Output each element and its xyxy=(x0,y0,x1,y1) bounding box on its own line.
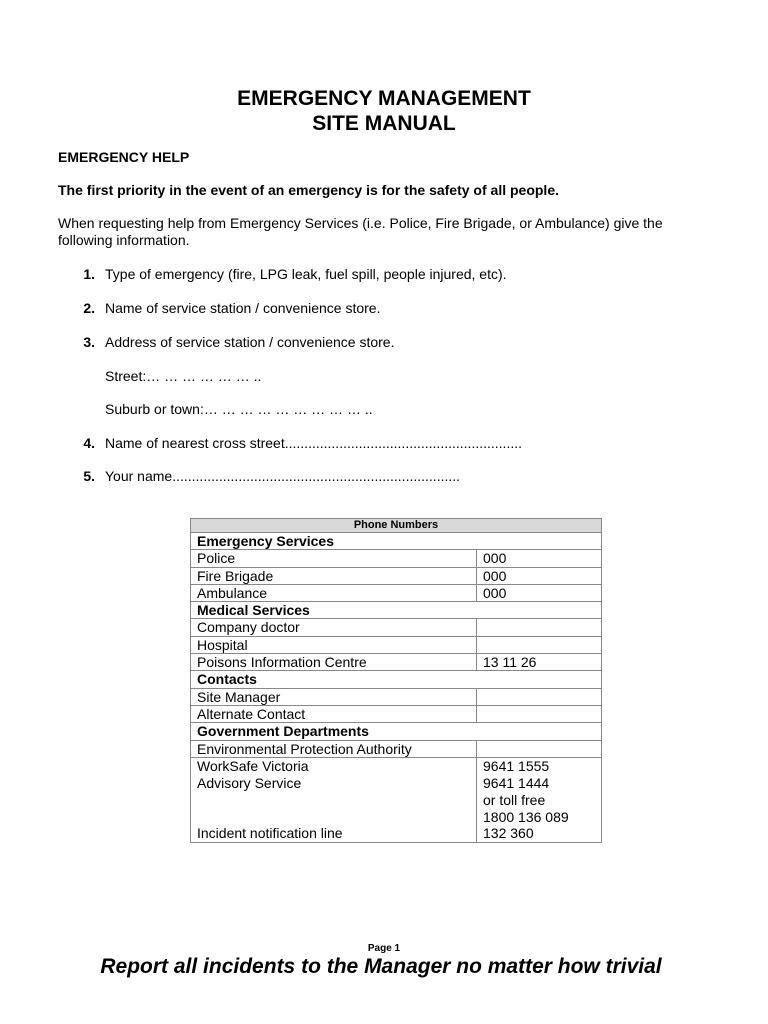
contact-number xyxy=(477,619,602,636)
table-header-row xyxy=(191,519,602,533)
list-item xyxy=(58,334,394,351)
table-row xyxy=(191,636,602,653)
document-title-line2: SITE MANUAL xyxy=(312,112,456,135)
contact-name: Company doctor xyxy=(191,619,477,636)
table-row xyxy=(191,740,602,757)
contact-number xyxy=(477,636,602,653)
table-row xyxy=(191,619,602,636)
table-category-row xyxy=(191,602,602,619)
list-item xyxy=(58,468,460,485)
contact-number: 1800 136 089 xyxy=(483,808,569,825)
list-item xyxy=(58,266,507,283)
list-number: 4. xyxy=(83,435,95,451)
contact-number: 000 xyxy=(477,567,602,584)
list-text: Your name.......................................................................... xyxy=(105,468,461,484)
list-item xyxy=(58,300,380,317)
contact-name: Poisons Information Centre xyxy=(191,654,477,671)
table-row xyxy=(191,584,602,601)
suburb-field: Suburb or town:… … … … … … … … … .. xyxy=(105,401,373,417)
contact-name: Fire Brigade xyxy=(191,567,477,584)
list-text: Address of service station / convenience store. xyxy=(105,334,395,350)
intro-paragraph: When requesting help from Emergency Services (i.e. Police, Fire Brigade, or Ambulance) give the following information. xyxy=(58,215,663,248)
list-number: 5. xyxy=(83,468,95,484)
category-government-departments: Government Departments xyxy=(191,723,602,740)
list-number: 3. xyxy=(83,334,95,350)
contact-name: Environmental Protection Authority xyxy=(191,740,477,757)
phone-numbers-table xyxy=(190,518,602,843)
contact-name: Alternate Contact xyxy=(191,705,477,722)
contact-number xyxy=(477,688,602,705)
list-text: Type of emergency (fire, LPG leak, fuel spill, people injured, etc). xyxy=(105,266,507,282)
page-number: Page 1 xyxy=(367,943,401,954)
contact-number: 000 xyxy=(477,584,602,601)
table-header: Phone Numbers xyxy=(191,519,602,533)
list-item xyxy=(58,435,522,452)
contact-name: Ambulance xyxy=(191,584,477,601)
table-row xyxy=(191,567,602,584)
street-field: Street:… … … … … … .. xyxy=(105,368,262,384)
list-text: Name of nearest cross street............................................................. xyxy=(105,435,523,451)
contact-name-group xyxy=(191,757,477,843)
table-row xyxy=(191,757,602,843)
contact-name: Advisory Service xyxy=(197,774,302,791)
priority-statement: The first priority in the event of an emergency is for the safety of all people. xyxy=(58,182,559,198)
contact-number xyxy=(477,740,602,757)
contact-number xyxy=(477,705,602,722)
contact-name: Hospital xyxy=(191,636,477,653)
list-text: Name of service station / convenience store. xyxy=(105,300,381,316)
contact-number: 000 xyxy=(477,550,602,567)
table-row xyxy=(191,654,602,671)
contact-number: 9641 1444 xyxy=(483,774,550,791)
table-row xyxy=(191,550,602,567)
section-heading: EMERGENCY HELP xyxy=(58,149,190,165)
document-title-line1: EMERGENCY MANAGEMENT xyxy=(237,87,531,110)
contact-name: Police xyxy=(191,550,477,567)
category-emergency-services: Emergency Services xyxy=(191,533,602,550)
contact-number: 9641 1555 xyxy=(483,757,550,774)
list-number: 1. xyxy=(83,266,95,282)
category-contacts: Contacts xyxy=(191,671,602,688)
footer-notice: Report all incidents to the Manager no matter how trivial xyxy=(100,955,662,978)
contact-number-group xyxy=(477,757,602,843)
table-row xyxy=(191,705,602,722)
table-category-row xyxy=(191,671,602,688)
category-medical-services: Medical Services xyxy=(191,602,602,619)
contact-name: Incident notification line xyxy=(197,825,343,842)
table-category-row xyxy=(191,533,602,550)
table-category-row xyxy=(191,723,602,740)
contact-number: 132 360 xyxy=(483,825,534,842)
contact-name: WorkSafe Victoria xyxy=(197,757,309,774)
list-number: 2. xyxy=(83,300,95,316)
contact-name: Site Manager xyxy=(191,688,477,705)
table-row xyxy=(191,688,602,705)
contact-number: 13 11 26 xyxy=(477,654,602,671)
contact-note: or toll free xyxy=(483,791,546,808)
